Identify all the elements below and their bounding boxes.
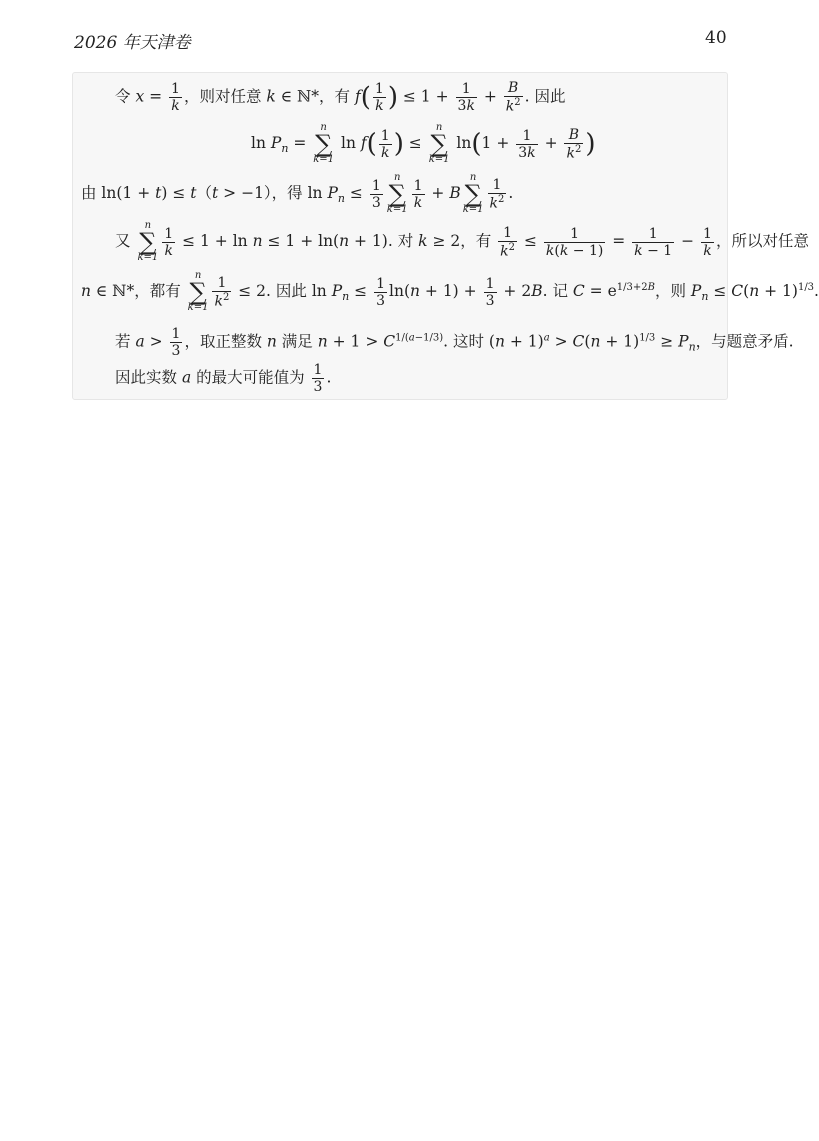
solution-line-1: 令 x = $\frac{1}{k}$ ，则对任意 k ∈ ℕ*，有 f( $\frac{1}{k}$ ) ≤ 1 + $\frac{1}{3k}$ + $\frac{B}{k^2}$ . 因此 xyxy=(115,80,566,115)
page-number: 40 xyxy=(705,28,727,48)
solution-box xyxy=(72,72,819,400)
solution-line-6: 若 a > $\frac{1}{3}$ ，取正整数 n 满足 $n + 1 > C^{1/(a-1/3)}$. 这时 $(n + 1)^a > C(n + 1)^{1/3} \ge P_n$，与题意矛盾. xyxy=(115,326,794,359)
solution-line-4: 又 n ∑ k=1 $\frac{1}{k}$ ≤ 1 + ln n ≤ 1 + ln(n + 1). 对 k ≥ 2，有 $\frac{1}{k^2}$ ≤ $\frac{1}{k(k - 1)}$ = $\frac{1}{k - 1}$ − $\frac{1}{k}$ ，所以对任意 xyxy=(115,220,809,263)
document-header-title: 2026 年天津卷 xyxy=(74,33,191,53)
solution-line-2: $\ln P_n$ = n ∑ k=1 ln f( $\frac{1}{k}$ ) ≤ n ∑ k=1 ln(1 + $\frac{1}{3k}$ + $\frac{B}{k^2}$ ) xyxy=(251,122,596,165)
solution-line-7: 因此实数 a 的最大可能值为 $\frac{1}{3}$ . xyxy=(115,362,332,395)
solution-line-5: n ∈ ℕ*，都有 n ∑ k=1 $\frac{1}{k^2}$ ≤ 2. 因此 $\ln P_n$ ≤ $\frac{1}{3}$ ln(n + 1) + $\frac{1}{3}$ + 2B. 记 $C = e^{1/3+2B}$，则 $P_n \le C(n + 1)^{1/3}$. xyxy=(81,270,819,313)
solution-line-3: 由 ln(1 + t) ≤ t（t > −1），得 $\ln P_n$ ≤ $\frac{1}{3}$ n ∑ k=1 $\frac{1}{k}$ + B n ∑ k=1 $\frac{1}{k^2}$ . xyxy=(81,172,514,215)
